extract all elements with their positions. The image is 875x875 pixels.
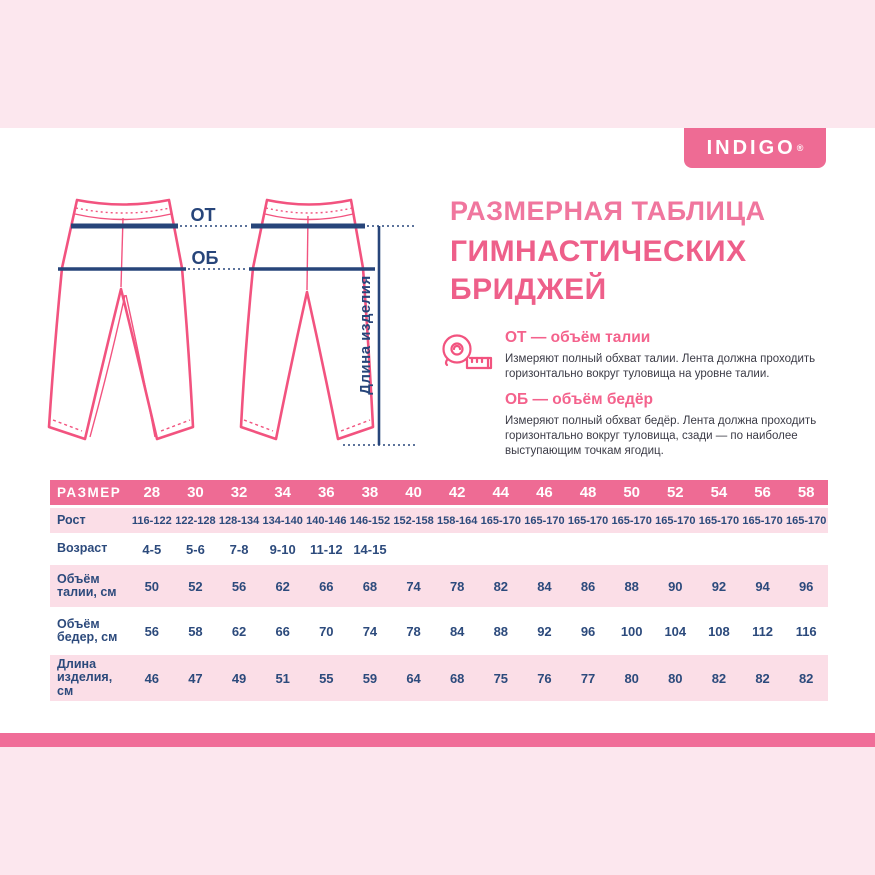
row-label: Объём талии, см (57, 571, 117, 599)
table-row (50, 610, 828, 652)
value-cell (784, 536, 828, 562)
value-cell: 75 (493, 670, 509, 686)
value-cell: 94 (755, 578, 770, 594)
value-cell: 76 (537, 670, 552, 686)
value-cell: 66 (275, 623, 290, 639)
value-cell: 82 (798, 670, 814, 686)
size-header-label: РАЗМЕР (57, 485, 122, 500)
size-header-cell: 48 (579, 484, 597, 501)
size-header-cell: 34 (274, 484, 292, 501)
value-cell: 165-170 (786, 514, 827, 527)
size-header-cell: 42 (448, 484, 466, 501)
value-cell (741, 536, 785, 562)
table-row (50, 565, 828, 607)
value-cell: 152-158 (393, 514, 434, 527)
value-cell: 84 (537, 578, 552, 594)
value-cell: 56 (144, 623, 160, 639)
value-cell: 4-5 (142, 541, 162, 557)
pants-front-outline (49, 200, 193, 439)
legend-hips (505, 391, 850, 459)
value-cell: 9-10 (269, 541, 296, 557)
value-cell: 165-170 (742, 514, 783, 527)
value-cell: 62 (275, 578, 290, 594)
value-cell: 88 (493, 623, 509, 639)
value-cell (479, 536, 523, 562)
value-cell: 92 (537, 623, 552, 639)
size-header-cell: 30 (187, 484, 204, 501)
value-cell: 146-152 (349, 514, 391, 527)
value-cell: 88 (624, 578, 639, 594)
value-cell: 52 (188, 578, 203, 594)
value-cell (392, 536, 436, 562)
value-cell: 165-170 (567, 514, 609, 527)
value-cell: 165-170 (655, 514, 696, 527)
table-row (50, 508, 828, 533)
row-label: Рост (57, 512, 86, 527)
value-cell: 165-170 (698, 514, 740, 527)
value-cell (435, 536, 479, 562)
value-cell: 47 (188, 670, 203, 686)
legend-hips-body: Измеряют полный обхват бедёр. Лента должна проходить горизонтально вокруг туловища, сзади — по наиболее выступающим точкам ягодиц. (505, 415, 817, 457)
value-cell: 134-140 (262, 514, 303, 527)
size-header-cell: 52 (666, 484, 684, 501)
value-cell (610, 536, 654, 562)
size-header-cell: 36 (317, 484, 335, 501)
size-header-cell: 40 (405, 484, 422, 501)
title-line-1: РАЗМЕРНАЯ ТАБЛИЦА (450, 196, 766, 226)
tape-measure-icon (440, 328, 494, 378)
legend-hips-heading: ОБ — объём бедёр (505, 391, 653, 408)
value-cell: 122-128 (175, 514, 216, 527)
value-cell: 50 (144, 578, 160, 594)
value-cell: 51 (275, 670, 290, 686)
value-cell (654, 536, 698, 562)
size-header-cell: 54 (710, 484, 728, 501)
value-cell: 49 (231, 670, 247, 686)
value-cell: 82 (755, 670, 770, 686)
value-cell: 158-164 (437, 514, 478, 527)
table-row (50, 655, 828, 701)
value-cell: 77 (580, 670, 596, 686)
hips-line-label: ОБ (191, 248, 219, 268)
size-table (50, 477, 828, 704)
value-cell: 55 (319, 670, 334, 686)
title-line-2: ГИМНАСТИЧЕСКИХ БРИДЖЕЙ (450, 235, 747, 306)
size-header-cell: 38 (361, 484, 379, 501)
value-cell: 11-12 (310, 541, 343, 557)
value-cell: 112 (752, 623, 774, 639)
value-cell: 86 (580, 578, 596, 594)
value-cell: 82 (493, 578, 509, 594)
legend-waist-heading: ОТ — объём талии (505, 329, 651, 346)
value-cell: 80 (668, 670, 683, 686)
value-cell: 59 (362, 670, 378, 686)
value-cell: 70 (319, 623, 334, 639)
value-cell: 82 (711, 670, 727, 686)
brand-logo (684, 128, 826, 168)
size-header-cell: 58 (797, 484, 815, 501)
size-header-cell: 32 (230, 484, 248, 501)
registered-mark: ® (796, 143, 804, 153)
waist-line-label: ОТ (190, 205, 216, 225)
value-cell (566, 536, 610, 562)
value-cell: 68 (449, 670, 465, 686)
value-cell: 74 (362, 623, 378, 639)
value-cell: 108 (708, 623, 730, 639)
bottom-accent-bar (0, 733, 875, 747)
size-header-cell: 50 (623, 484, 641, 501)
size-header-cell: 44 (492, 484, 510, 501)
value-cell: 7-8 (229, 541, 249, 557)
size-table-body (50, 508, 828, 701)
value-cell: 116-122 (131, 514, 172, 527)
value-cell: 14-15 (353, 541, 387, 557)
row-label: Объём бедер, см (57, 616, 118, 644)
legend-waist-body: Измеряют полный обхват талии. Лента должна проходить горизонтально вокруг туловища на уровне талии. (505, 353, 816, 380)
value-cell: 84 (449, 623, 465, 639)
page-title (450, 196, 840, 309)
value-cell: 128-134 (218, 514, 260, 527)
value-cell: 165-170 (524, 514, 565, 527)
bottom-border-band (0, 747, 875, 875)
breeches-diagram (45, 192, 423, 462)
value-cell: 68 (362, 578, 378, 594)
value-cell: 96 (798, 578, 814, 594)
value-cell: 92 (711, 578, 727, 594)
value-cell: 165-170 (480, 514, 521, 527)
top-border-band (0, 0, 875, 128)
size-header-cell: 28 (143, 484, 161, 501)
value-cell: 100 (620, 623, 643, 639)
size-table-head (50, 480, 828, 505)
value-cell: 78 (406, 623, 421, 639)
value-cell: 62 (231, 623, 247, 639)
value-cell: 46 (144, 670, 160, 686)
value-cell: 78 (449, 578, 465, 594)
value-cell: 140-146 (306, 514, 347, 527)
value-cell: 74 (406, 578, 421, 594)
table-row (50, 536, 828, 562)
value-cell: 66 (319, 578, 334, 594)
value-cell: 90 (668, 578, 683, 594)
brand-name: INDIGO (706, 136, 796, 159)
value-cell: 165-170 (611, 514, 652, 527)
size-table-wrap (50, 477, 828, 704)
row-label: Возраст (57, 541, 108, 556)
value-cell: 5-6 (186, 541, 205, 557)
value-cell: 116 (795, 623, 817, 639)
value-cell: 96 (580, 623, 596, 639)
size-header-cell: 46 (536, 484, 553, 501)
value-cell: 64 (406, 670, 421, 686)
value-cell (697, 536, 741, 562)
size-header-row (50, 480, 828, 505)
size-header-cell: 56 (754, 484, 771, 501)
value-cell (523, 536, 567, 562)
pants-back-outline (241, 200, 373, 439)
value-cell: 56 (231, 578, 247, 594)
value-cell: 104 (664, 623, 687, 639)
row-label: Длина изделия, см (57, 656, 113, 698)
value-cell: 80 (624, 670, 639, 686)
length-line-label: Длина изделия (357, 275, 374, 395)
legend-waist (505, 329, 850, 382)
value-cell: 58 (188, 623, 203, 639)
